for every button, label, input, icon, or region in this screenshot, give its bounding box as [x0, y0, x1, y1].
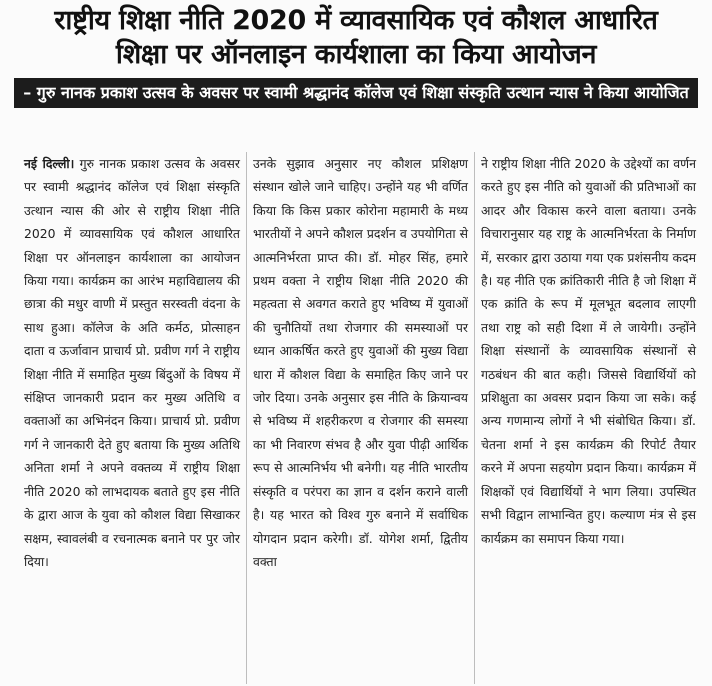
article-column-1	[18, 152, 246, 684]
article-column-2	[246, 152, 474, 684]
article-headline	[0, 0, 712, 72]
dateline: नई दिल्ली।	[24, 156, 75, 171]
column-2-text: उनके सुझाव अनुसार नए कौशल प्रशिक्षण संस्थान खोले जाने चाहिए। उन्होंने यह भी वर्णित किया कि किस प्रकार कोरोना महामारी के मध्य भारतीयों ने अपने कौशल प्रदर्शन व उपयोगिता से आत्मनिर्भरता प्राप्त की। डॉ. मोहर सिंह, हमारे प्रथम वक्ता ने राष्ट्रीय शिक्षा नीति 2020 की महत्वता से अवगत कराते हुए भविष्य में युवाओं की चुनौतियों तथा रोजगार की समस्याओं पर ध्यान आकर्षित करते हुए युवाओं की मुख्य विद्या धारा में कौशल विद्या के समाहित किए जाने पर जोर दिया। उनके अनुसार इस नीति के क्रियान्वय से भविष्य में शहरीकरण व रोजगार की समस्या का भी निवारण संभव है और युवा पीढ़ी आर्थिक रूप से आत्मनिर्भय भी बनेगी। यह नीति भारतीय संस्कृति व परंपरा का ज्ञान व दर्शन कराने वाली है। यह भारत को विश्व गुरु बनाने में सर्वाधिक योगदान प्रदान करेगी। डॉ. योगेश शर्मा, द्वितीय वक्ता	[253, 156, 468, 569]
headline-line-2: शिक्षा पर ऑनलाइन कार्यशाला का किया आयोजन	[115, 39, 597, 70]
column-3-text: ने राष्ट्रीय शिक्षा नीति 2020 के उद्देश्यों का वर्णन करते हुए इस नीति को युवाओं की प्रतिभाओं का आदर और विकास करने वाला बताया। उनके विचारानुसार यह राष्ट्र के आत्मनिर्भरता के निर्माण में, सरकार द्वारा उठाया गया एक प्रशंसनीय कदम है। यह नीति एक क्रांतिकारी नीति है जो शिक्षा में एक क्रांति के रूप में मूलभूत बदलाव लाएगी तथा राष्ट्र को सही दिशा में ले जायेगी। उन्होंने शिक्षा संस्थानों के व्यावसायिक संस्थानों से गठबंधन की बात कही। जिससे विद्यार्थियों को प्रशिक्षुता का अवसर प्रदान किया जा सके। कई अन्य गणमान्य लोगों ने भी संबोधित किया। डॉ. चेतना शर्मा ने इस कार्यक्रम की रिपोर्ट तैयार करने में अपना सहयोग प्रदान किया। कार्यक्रम में शिक्षकों एवं विद्यार्थियों ने भाग लिया। उपस्थित सभी विद्वान लाभान्वित हुए। कल्याण मंत्र से इस कार्यक्रम का समापन किया गया।	[481, 156, 696, 546]
column-1-text: गुरु नानक प्रकाश उत्सव के अवसर पर स्वामी श्रद्धानंद कॉलेज एवं शिक्षा संस्कृति उत्थान न्यास की ओर से राष्ट्रीय शिक्षा नीति 2020 में व्यावसायिक एवं कौशल आधारित शिक्षा पर ऑनलाइन कार्यशाला का आयोजन किया गया। कार्यक्रम का आरंभ महाविद्यालय की छात्रा की मधुर वाणी में प्रस्तुत सरस्वती वंदना के साथ हुआ। कॉलेज के अति कर्मठ, प्रोत्साहन दाता व ऊर्जावान प्राचार्य प्रो. प्रवीण गर्ग ने राष्ट्रीय शिक्षा नीति में समाहित मुख्य बिंदुओं के विषय में संक्षिप्त जानकारी प्रदान कर मुख्य अतिथि व वक्ताओं का अभिनंदन किया। प्राचार्य प्रो. प्रवीण गर्ग ने जानकारी देते हुए बताया कि मुख्य अतिथि अनिता शर्मा ने अपने वक्तव्य में राष्ट्रीय शिक्षा नीति 2020 को लाभदायक बताते हुए इस नीति के द्वारा आज के युवा को कौशल विद्या सिखाकर सक्षम, स्वावलंबी व रचनात्मक बनाने पर पुर जोर दिया।	[24, 156, 240, 569]
article-column-3	[474, 152, 702, 684]
article-subheadline: – गुरु नानक प्रकाश उत्सव के अवसर पर स्वामी श्रद्धानंद कॉलेज एवं शिक्षा संस्कृति उत्थान न्यास ने किया आयोजित	[14, 78, 698, 108]
article-body	[18, 152, 702, 684]
headline-line-1: राष्ट्रीय शिक्षा नीति 2020 में व्यावसायिक एवं कौशल आधारित	[54, 5, 658, 36]
